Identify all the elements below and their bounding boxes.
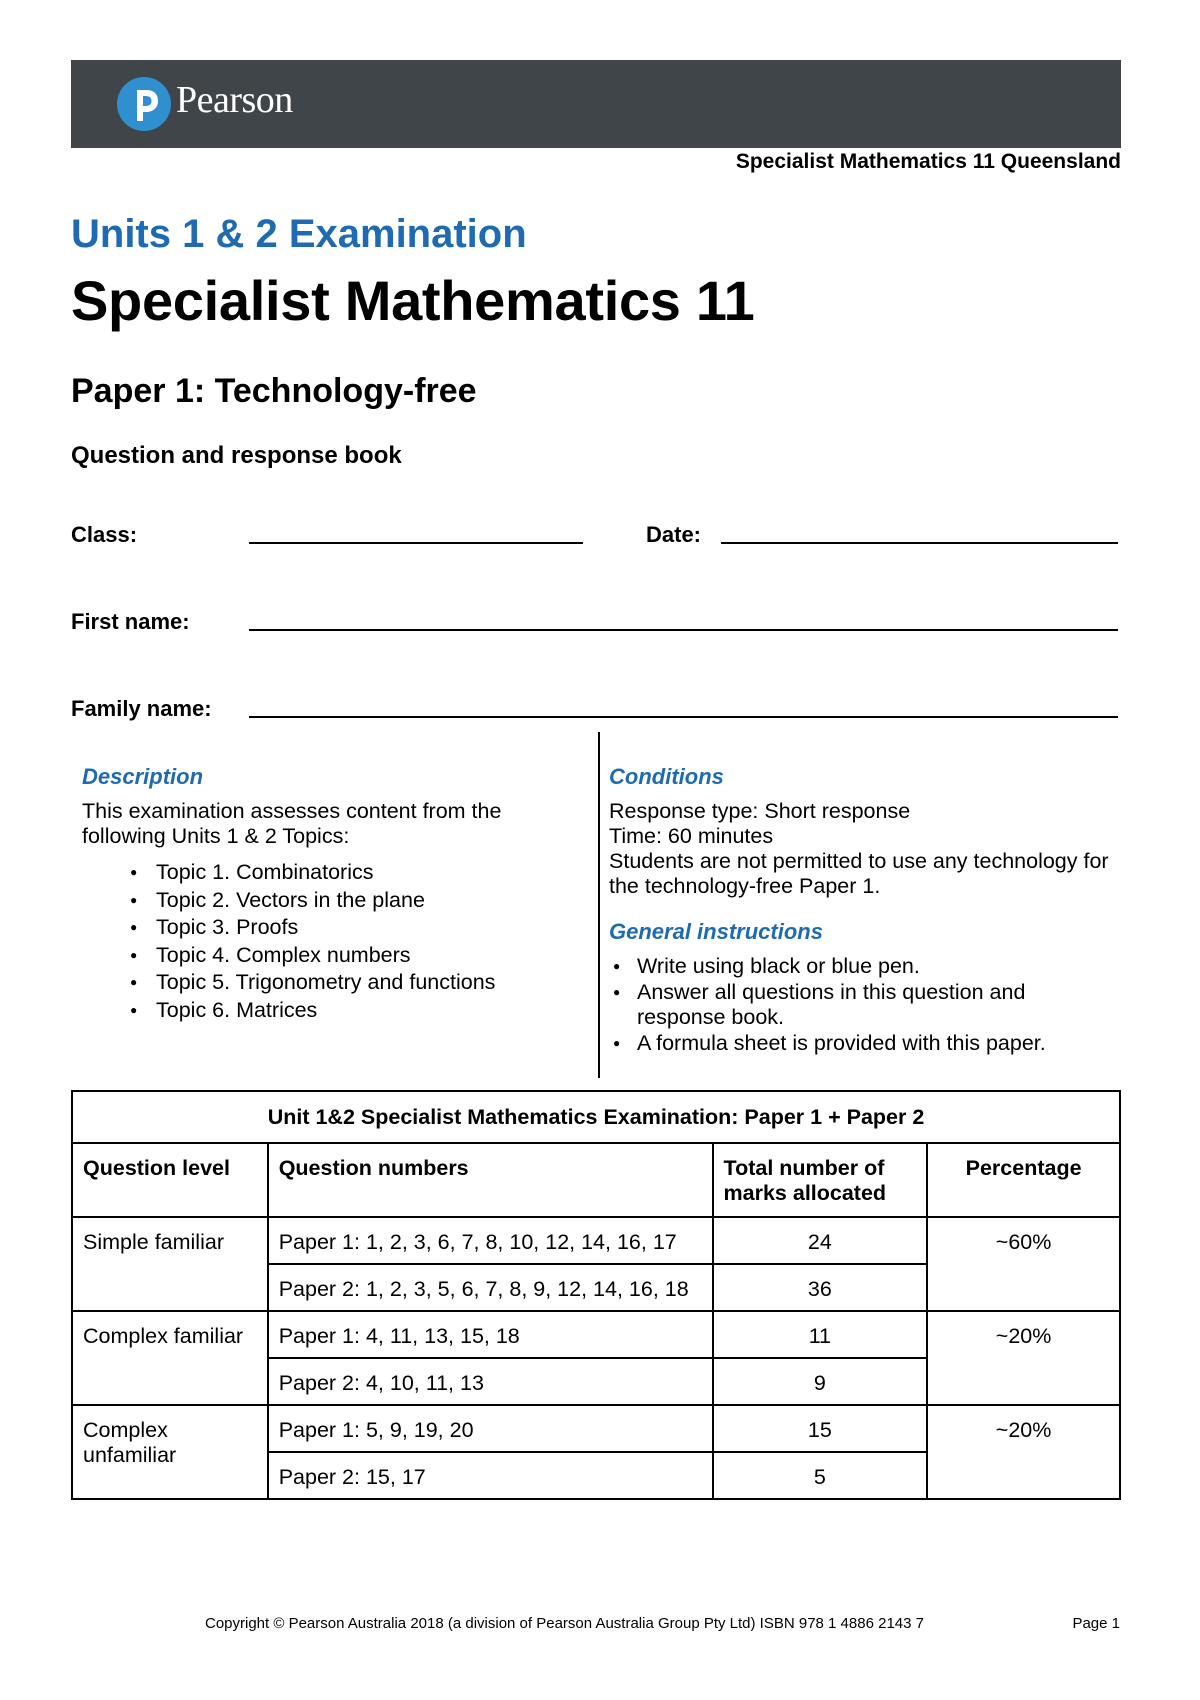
- brand-name: Pearson: [176, 79, 293, 121]
- technology-rule: Students are not permitted to use any technology for the technology-free Paper 1.: [609, 849, 1109, 898]
- percentage-value: ~60%: [927, 1217, 1120, 1311]
- marks-value: 15: [713, 1405, 928, 1452]
- time-allowed: Time: 60 minutes: [609, 824, 774, 848]
- subject-title: Specialist Mathematics 11: [71, 269, 755, 332]
- family-name-label: Family name:: [71, 696, 212, 721]
- pearson-banner: [71, 60, 1121, 148]
- percentage-value: ~20%: [927, 1311, 1120, 1405]
- marks-value: 36: [713, 1264, 928, 1311]
- units-title: Units 1 & 2 Examination: [71, 212, 527, 256]
- marks-value: 11: [713, 1311, 928, 1358]
- list-item: ● Topic 1. Combinatorics: [82, 859, 582, 887]
- description-heading: Description: [82, 764, 204, 789]
- topic-list: [82, 859, 582, 1024]
- list-item: ● Topic 3. Proofs: [82, 914, 582, 942]
- class-label: Class:: [71, 522, 138, 547]
- marks-value: 24: [713, 1217, 928, 1264]
- list-item: ● Write using black or blue pen.: [609, 954, 1109, 980]
- column-divider: [598, 732, 600, 1078]
- list-item: ● Topic 2. Vectors in the plane: [82, 887, 582, 915]
- response-type: Response type: Short response: [609, 799, 911, 823]
- conditions-heading: Conditions: [609, 764, 724, 789]
- question-numbers: Paper 1: 4, 11, 13, 15, 18: [268, 1311, 713, 1358]
- first-name-label: First name:: [71, 609, 190, 634]
- question-level: Complex familiar: [72, 1311, 268, 1405]
- question-numbers: Paper 2: 4, 10, 11, 13: [268, 1358, 713, 1405]
- question-numbers: Paper 1: 1, 2, 3, 6, 7, 8, 10, 12, 14, 16, 17: [268, 1217, 713, 1264]
- conditions-section: [609, 764, 1109, 1056]
- percentage-value: ~20%: [927, 1405, 1120, 1499]
- marks-value: 9: [713, 1358, 928, 1405]
- column-header: Percentage: [927, 1143, 1120, 1217]
- table-caption: Unit 1&2 Specialist Mathematics Examination: Paper 1 + Paper 2: [72, 1091, 1120, 1143]
- list-item: ● Topic 6. Matrices: [82, 997, 582, 1025]
- question-numbers: Paper 1: 5, 9, 19, 20: [268, 1405, 713, 1452]
- book-title: Question and response book: [71, 442, 402, 469]
- first-name-field[interactable]: [249, 629, 1118, 631]
- list-item: ● A formula sheet is provided with this paper.: [609, 1031, 1109, 1057]
- pearson-p-logo-icon: [115, 75, 173, 133]
- table-header-row: [72, 1143, 1120, 1217]
- list-item: ● Topic 4. Complex numbers: [82, 942, 582, 970]
- running-head: Specialist Mathematics 11 Queensland: [735, 150, 1121, 173]
- list-item: ● Answer all questions in this question and response book.: [609, 980, 1109, 1031]
- table-row: [72, 1311, 1120, 1358]
- marks-allocation-table: [71, 1090, 1121, 1500]
- date-field[interactable]: [721, 542, 1118, 544]
- date-label: Date:: [646, 522, 702, 547]
- column-header: Total number of marks allocated: [713, 1143, 928, 1217]
- table-row: [72, 1217, 1120, 1264]
- question-level: Simple familiar: [72, 1217, 268, 1311]
- question-numbers: Paper 2: 15, 17: [268, 1452, 713, 1499]
- description-section: [82, 764, 582, 1024]
- marks-value: 5: [713, 1452, 928, 1499]
- page-number: Page 1: [1072, 1615, 1120, 1632]
- copyright-footer: Copyright © Pearson Australia 2018 (a division of Pearson Australia Group Pty Ltd) ISBN 978 1 4886 2143 7: [205, 1615, 924, 1632]
- question-level: Complex unfamiliar: [72, 1405, 268, 1499]
- class-field[interactable]: [249, 542, 583, 544]
- table-row: [72, 1405, 1120, 1452]
- question-numbers: Paper 2: 1, 2, 3, 5, 6, 7, 8, 9, 12, 14, 16, 18: [268, 1264, 713, 1311]
- general-instructions-heading: General instructions: [609, 919, 823, 944]
- list-item: ● Topic 5. Trigonometry and functions: [82, 969, 582, 997]
- instruction-list: [609, 954, 1109, 1056]
- paper-title: Paper 1: Technology-free: [71, 372, 477, 410]
- description-text: This examination assesses content from the following Units 1 & 2 Topics:: [82, 799, 502, 848]
- family-name-field[interactable]: [249, 716, 1118, 718]
- column-header: Question level: [72, 1143, 268, 1217]
- column-header: Question numbers: [268, 1143, 713, 1217]
